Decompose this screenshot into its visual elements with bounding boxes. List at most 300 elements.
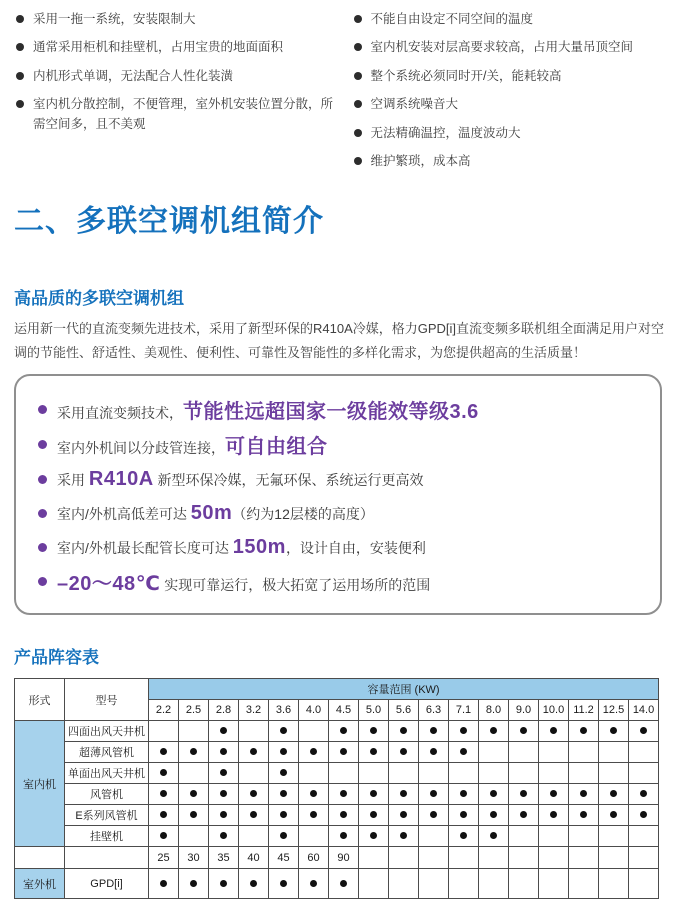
availability-cell — [239, 721, 269, 742]
availability-cell — [419, 763, 449, 784]
availability-dot — [370, 790, 377, 797]
outdoor-unit-label: 室外机 — [15, 869, 65, 899]
availability-dot — [310, 880, 317, 887]
feature-highlight: 50m — [190, 501, 233, 524]
availability-cell — [479, 826, 509, 847]
feature-item — [36, 567, 640, 596]
availability-cell — [359, 869, 389, 899]
availability-dot — [280, 769, 287, 776]
outdoor-unit-row — [15, 869, 659, 899]
availability-cell — [389, 826, 419, 847]
bullet-icon — [16, 15, 24, 23]
availability-cell — [269, 805, 299, 826]
availability-cell — [479, 763, 509, 784]
availability-dot — [190, 811, 197, 818]
availability-dot — [400, 790, 407, 797]
availability-cell — [569, 763, 599, 784]
capacity-col-header: 2.2 — [149, 700, 179, 721]
availability-cell — [389, 763, 419, 784]
availability-cell — [569, 805, 599, 826]
availability-cell — [269, 742, 299, 763]
feature-plain-text: 新型环保冷媒，无氟环保、系统运行更高效 — [153, 471, 424, 488]
availability-cell — [539, 805, 569, 826]
availability-cell — [239, 784, 269, 805]
availability-cell — [389, 805, 419, 826]
availability-dot — [190, 748, 197, 755]
feature-item-text — [57, 468, 424, 491]
cons-list-left — [14, 10, 338, 180]
con-list-item — [352, 95, 676, 114]
outdoor-capacity-cell: 25 — [149, 847, 179, 869]
feature-highlight: 150m — [232, 535, 286, 558]
availability-cell — [449, 869, 479, 899]
availability-cell — [239, 763, 269, 784]
form-header-cell: 形式 — [15, 679, 65, 721]
availability-cell — [449, 763, 479, 784]
con-item-text: 室内机安装对层高要求较高，占用大量吊顶空间 — [370, 40, 634, 55]
con-item-text: 内机形式单调，无法配合人性化装潢 — [33, 68, 234, 83]
availability-dot — [640, 811, 647, 818]
availability-cell — [449, 805, 479, 826]
bullet-icon — [38, 405, 47, 414]
feature-highlight: 可自由组合 — [225, 436, 328, 459]
availability-cell — [479, 805, 509, 826]
availability-dot — [520, 790, 527, 797]
bullet-icon — [38, 475, 47, 484]
availability-cell — [599, 826, 629, 847]
availability-dot — [220, 727, 227, 734]
model-cell: 单面出风天井机 — [65, 763, 149, 784]
bullet-icon — [38, 509, 47, 518]
capacity-col-header: 6.3 — [419, 700, 449, 721]
capacity-col-header: 14.0 — [629, 700, 659, 721]
bullet-icon — [38, 440, 47, 449]
feature-item-text — [57, 395, 479, 424]
bullet-icon — [16, 72, 24, 80]
availability-dot — [580, 790, 587, 797]
feature-plain-text: 室内/外机高低差可达 — [57, 505, 191, 522]
bullet-icon — [354, 129, 362, 137]
availability-cell — [509, 826, 539, 847]
availability-dot — [550, 790, 557, 797]
con-list-item — [352, 67, 676, 86]
availability-dot — [310, 811, 317, 818]
capacity-col-header: 10.0 — [539, 700, 569, 721]
bullet-icon — [354, 43, 362, 51]
feature-item-text — [57, 567, 430, 596]
availability-cell — [299, 784, 329, 805]
availability-cell — [539, 826, 569, 847]
con-item-text: 无法精确温控，温度波动大 — [370, 125, 521, 140]
table-row — [15, 721, 659, 742]
availability-cell — [569, 826, 599, 847]
availability-dot — [550, 727, 557, 734]
availability-dot — [340, 748, 347, 755]
outdoor-capacity-cell — [479, 847, 509, 869]
con-list-item — [352, 10, 676, 29]
outdoor-capacity-cell: 30 — [179, 847, 209, 869]
feature-item-text — [57, 536, 426, 559]
model-cell: 超薄风管机 — [65, 742, 149, 763]
availability-dot — [460, 811, 467, 818]
product-table-heading: 产品阵容表 — [14, 648, 99, 668]
bullet-icon — [38, 543, 47, 552]
availability-dot — [490, 727, 497, 734]
availability-cell — [239, 805, 269, 826]
availability-cell — [629, 742, 659, 763]
con-item-text: 通常采用柜机和挂壁机，占用宝贵的地面面积 — [33, 40, 284, 55]
feature-item — [36, 430, 640, 459]
availability-dot — [160, 880, 167, 887]
availability-cell — [359, 784, 389, 805]
availability-cell — [269, 763, 299, 784]
availability-cell — [389, 721, 419, 742]
availability-cell — [299, 826, 329, 847]
outdoor-capacity-cell: 45 — [269, 847, 299, 869]
form-empty-cell — [15, 847, 65, 869]
availability-cell — [629, 721, 659, 742]
availability-cell — [329, 763, 359, 784]
con-list-item — [352, 152, 676, 171]
availability-cell — [179, 805, 209, 826]
features-box — [14, 374, 662, 615]
availability-cell — [569, 869, 599, 899]
con-list-item — [14, 67, 338, 86]
outdoor-capacity-cell: 90 — [329, 847, 359, 869]
availability-dot — [220, 790, 227, 797]
availability-cell — [209, 763, 239, 784]
availability-dot — [250, 811, 257, 818]
availability-cell — [569, 742, 599, 763]
table-row — [15, 805, 659, 826]
availability-cell — [539, 869, 569, 899]
availability-dot — [640, 790, 647, 797]
outdoor-capacity-cell — [359, 847, 389, 869]
table-row — [15, 784, 659, 805]
availability-dot — [430, 811, 437, 818]
feature-highlight: –20～48℃ — [57, 573, 161, 596]
availability-cell — [389, 742, 419, 763]
availability-dot — [280, 790, 287, 797]
availability-cell — [629, 869, 659, 899]
availability-cell — [389, 784, 419, 805]
con-list-item — [352, 124, 676, 143]
availability-dot — [340, 790, 347, 797]
availability-cell — [509, 784, 539, 805]
feature-plain-text: ，设计自由，安装便利 — [285, 539, 426, 556]
feature-item-text — [57, 502, 374, 525]
availability-cell — [479, 784, 509, 805]
availability-cell — [419, 721, 449, 742]
availability-cell — [629, 826, 659, 847]
availability-cell — [419, 784, 449, 805]
availability-dot — [400, 748, 407, 755]
availability-cell — [599, 742, 629, 763]
availability-dot — [160, 748, 167, 755]
availability-dot — [340, 811, 347, 818]
availability-cell — [149, 721, 179, 742]
availability-cell — [629, 784, 659, 805]
outdoor-capacity-cell — [509, 847, 539, 869]
capacity-col-header: 7.1 — [449, 700, 479, 721]
capacity-col-header: 5.6 — [389, 700, 419, 721]
availability-cell — [629, 805, 659, 826]
availability-dot — [340, 832, 347, 839]
availability-cell — [209, 805, 239, 826]
outdoor-capacity-cell — [449, 847, 479, 869]
availability-cell — [149, 826, 179, 847]
availability-cell — [449, 742, 479, 763]
availability-dot — [460, 727, 467, 734]
con-list-item — [14, 10, 338, 29]
model-cell: 风管机 — [65, 784, 149, 805]
availability-dot — [250, 748, 257, 755]
availability-cell — [359, 805, 389, 826]
outdoor-capacity-cell: 35 — [209, 847, 239, 869]
availability-cell — [479, 742, 509, 763]
availability-dot — [490, 790, 497, 797]
availability-cell — [359, 763, 389, 784]
availability-dot — [280, 832, 287, 839]
availability-dot — [610, 790, 617, 797]
outdoor-capacity-row — [15, 847, 659, 869]
indoor-unit-label: 室内机 — [15, 721, 65, 847]
availability-cell — [329, 721, 359, 742]
model-cell: 四面出风天井机 — [65, 721, 149, 742]
feature-plain-text: 采用直流变频技术， — [57, 405, 183, 422]
availability-cell — [419, 869, 449, 899]
availability-dot — [610, 727, 617, 734]
con-list-item — [352, 38, 676, 57]
availability-dot — [370, 832, 377, 839]
availability-cell — [179, 763, 209, 784]
availability-cell — [539, 784, 569, 805]
availability-cell — [509, 763, 539, 784]
availability-cell — [599, 805, 629, 826]
bullet-icon — [354, 15, 362, 23]
availability-dot — [280, 811, 287, 818]
capacity-band-header: 容量范围 (KW) — [149, 679, 659, 700]
availability-dot — [310, 748, 317, 755]
availability-dot — [610, 811, 617, 818]
capacity-col-header: 3.6 — [269, 700, 299, 721]
feature-item — [36, 499, 640, 527]
availability-dot — [520, 727, 527, 734]
availability-cell — [509, 721, 539, 742]
availability-dot — [430, 790, 437, 797]
capacity-col-header: 9.0 — [509, 700, 539, 721]
outdoor-capacity-cell: 60 — [299, 847, 329, 869]
bullet-icon — [354, 72, 362, 80]
availability-dot — [340, 727, 347, 734]
feature-plain-text: 室内外机间以分歧管连接， — [57, 440, 225, 457]
availability-dot — [400, 811, 407, 818]
availability-cell — [419, 826, 449, 847]
availability-dot — [370, 727, 377, 734]
availability-dot — [400, 727, 407, 734]
con-item-text: 空调系统噪音大 — [370, 97, 459, 112]
availability-dot — [220, 769, 227, 776]
availability-dot — [190, 880, 197, 887]
availability-dot — [370, 811, 377, 818]
availability-cell — [179, 869, 209, 899]
availability-dot — [190, 790, 197, 797]
con-list-item — [14, 38, 338, 57]
availability-cell — [599, 784, 629, 805]
availability-cell — [149, 805, 179, 826]
feature-highlight: R410A — [88, 467, 154, 490]
capacity-col-header: 5.0 — [359, 700, 389, 721]
outdoor-capacity-cell — [629, 847, 659, 869]
availability-dot — [580, 727, 587, 734]
outdoor-capacity-cell — [599, 847, 629, 869]
cons-section — [14, 10, 675, 180]
availability-cell — [269, 826, 299, 847]
capacity-col-header: 11.2 — [569, 700, 599, 721]
availability-dot — [220, 811, 227, 818]
feature-item — [36, 533, 640, 561]
outdoor-capacity-cell: 40 — [239, 847, 269, 869]
availability-cell — [599, 869, 629, 899]
availability-cell — [449, 826, 479, 847]
availability-cell — [329, 742, 359, 763]
availability-cell — [239, 742, 269, 763]
availability-cell — [269, 784, 299, 805]
availability-cell — [359, 721, 389, 742]
feature-highlight: 节能性远超国家一级能效等级3.6 — [183, 401, 479, 424]
availability-cell — [299, 721, 329, 742]
availability-cell — [209, 869, 239, 899]
con-item-text: 室内机分散控制，不便管理，室外机安装位置分散，所需空间多，且不美观 — [33, 97, 334, 131]
availability-cell — [569, 721, 599, 742]
availability-cell — [449, 721, 479, 742]
availability-dot — [310, 790, 317, 797]
availability-cell — [419, 742, 449, 763]
availability-dot — [370, 748, 377, 755]
availability-cell — [539, 721, 569, 742]
availability-cell — [599, 763, 629, 784]
availability-dot — [280, 748, 287, 755]
feature-item — [36, 395, 640, 424]
availability-cell — [299, 742, 329, 763]
intro-paragraph: 运用新一代的直流变频先进技术，采用了新型环保的R410A冷媒，格力GPD[i]直流变频多联机组全面满足用户对空调的节能性、舒适性、美观性、便利性、可靠性及智能性的多样化需求，为您提供超高的生活质量！ — [14, 321, 665, 360]
availability-cell — [389, 869, 419, 899]
availability-cell — [329, 869, 359, 899]
availability-dot — [160, 769, 167, 776]
feature-plain-text: 实现可靠运行，极大拓宽了运用场所的范围 — [160, 577, 431, 594]
product-table — [14, 678, 659, 899]
feature-item — [36, 465, 640, 493]
feature-plain-text: （约为12层楼的高度） — [232, 505, 374, 522]
capacity-col-header: 4.0 — [299, 700, 329, 721]
availability-cell — [269, 869, 299, 899]
availability-dot — [460, 790, 467, 797]
availability-cell — [239, 869, 269, 899]
cons-list-right — [352, 10, 676, 180]
availability-dot — [460, 832, 467, 839]
availability-dot — [430, 748, 437, 755]
model-header-cell: 型号 — [65, 679, 149, 721]
availability-dot — [250, 880, 257, 887]
availability-cell — [209, 784, 239, 805]
availability-dot — [220, 748, 227, 755]
availability-dot — [490, 811, 497, 818]
capacity-col-header: 8.0 — [479, 700, 509, 721]
capacity-col-header: 2.8 — [209, 700, 239, 721]
availability-dot — [520, 811, 527, 818]
bullet-icon — [16, 43, 24, 51]
feature-plain-text: 室内/外机最长配管长度可达 — [57, 539, 233, 556]
availability-cell — [239, 826, 269, 847]
availability-cell — [569, 784, 599, 805]
availability-cell — [419, 805, 449, 826]
con-list-item — [14, 95, 338, 134]
availability-dot — [220, 832, 227, 839]
availability-cell — [599, 721, 629, 742]
availability-cell — [149, 784, 179, 805]
availability-cell — [509, 742, 539, 763]
availability-dot — [220, 880, 227, 887]
availability-cell — [449, 784, 479, 805]
availability-dot — [280, 880, 287, 887]
availability-cell — [299, 805, 329, 826]
feature-plain-text: 采用 — [57, 471, 89, 488]
availability-dot — [160, 790, 167, 797]
availability-dot — [460, 748, 467, 755]
bullet-icon — [38, 577, 47, 586]
availability-cell — [479, 869, 509, 899]
availability-cell — [509, 869, 539, 899]
outdoor-capacity-cell — [539, 847, 569, 869]
availability-cell — [329, 784, 359, 805]
availability-cell — [539, 742, 569, 763]
availability-dot — [280, 727, 287, 734]
table-row — [15, 742, 659, 763]
availability-dot — [430, 727, 437, 734]
availability-cell — [209, 742, 239, 763]
availability-dot — [580, 811, 587, 818]
con-item-text: 采用一拖一系统，安装限制大 — [33, 12, 196, 26]
availability-cell — [299, 869, 329, 899]
availability-cell — [209, 721, 239, 742]
availability-cell — [359, 826, 389, 847]
availability-cell — [509, 805, 539, 826]
availability-dot — [550, 811, 557, 818]
availability-cell — [629, 763, 659, 784]
capacity-col-header: 3.2 — [239, 700, 269, 721]
availability-dot — [250, 790, 257, 797]
quality-heading: 高品质的多联空调机组 — [14, 289, 184, 309]
outdoor-capacity-cell — [389, 847, 419, 869]
availability-cell — [179, 826, 209, 847]
con-item-text: 维护繁琐，成本高 — [370, 153, 471, 168]
availability-cell — [539, 763, 569, 784]
availability-dot — [160, 811, 167, 818]
availability-cell — [149, 742, 179, 763]
outdoor-capacity-cell — [569, 847, 599, 869]
model-cell: E系列风管机 — [65, 805, 149, 826]
bullet-icon — [354, 100, 362, 108]
availability-cell — [329, 805, 359, 826]
availability-cell — [329, 826, 359, 847]
availability-cell — [209, 826, 239, 847]
availability-dot — [490, 832, 497, 839]
table-row — [15, 826, 659, 847]
availability-dot — [160, 832, 167, 839]
capacity-col-header: 2.5 — [179, 700, 209, 721]
capacity-col-header: 4.5 — [329, 700, 359, 721]
availability-dot — [340, 880, 347, 887]
